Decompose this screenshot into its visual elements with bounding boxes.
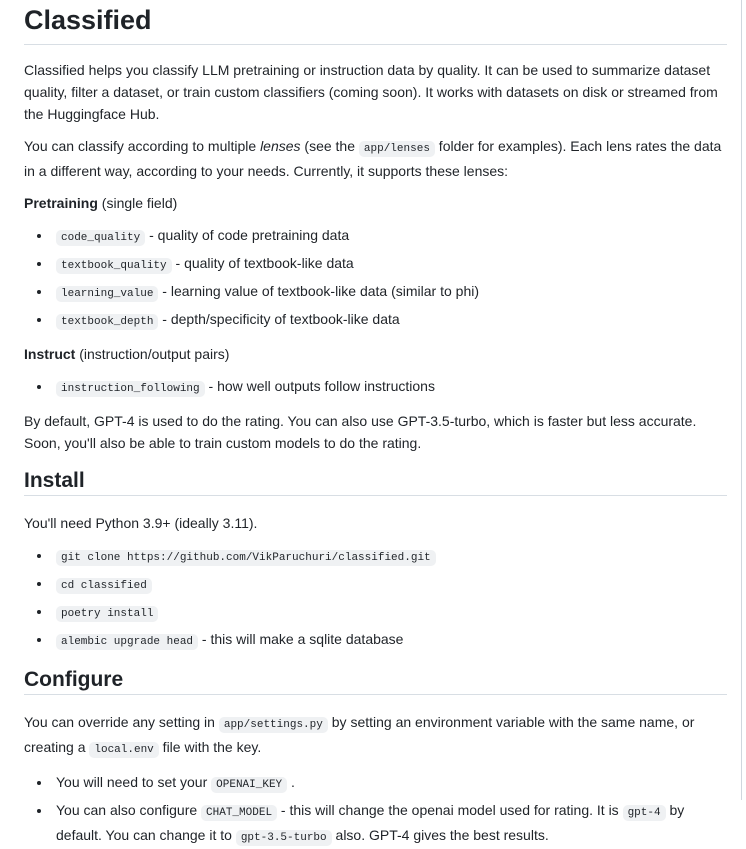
text-run: - quality of code pretraining data [145,227,350,243]
list-item [52,224,727,249]
inline-code: alembic upgrade head [56,634,198,650]
inline-code: textbook_quality [56,258,172,274]
list-item [52,375,727,400]
instruct-label [24,343,727,365]
pretraining-lens-list [24,224,727,333]
text-run: - depth/specificity of textbook-like data [158,311,400,327]
inline-code: gpt-4 [623,805,666,821]
text-run: . [287,774,295,790]
section-heading-install: Install [24,469,727,496]
inline-code: instruction_following [56,381,205,397]
text-run: You will need to set your [56,774,212,790]
inline-code: app/lenses [359,141,435,157]
page-title: Classified [24,4,727,45]
text-run: - this will change the openai model used for rating. It is [277,802,623,818]
list-item [52,799,727,849]
list-item [52,280,727,305]
text-run: Classified helps you classify LLM pretraining or instruction data by quality. It can be used to summarize dataset quality, filter a dataset, or train custom classifiers (coming soon). It works with datasets on disk or streamed from the Huggingface Hub. [24,62,718,122]
pretraining-label [24,192,727,214]
text-run: (see the [300,138,359,154]
inline-code: code_quality [56,230,145,246]
text-run: file with the key. [158,739,262,755]
text-run: You can classify according to multiple [24,138,261,154]
inline-code: textbook_depth [56,314,158,330]
text-run: By default, GPT-4 is used to do the rating. You can also use GPT-3.5-turbo, which is faster but less accurate. Soon, you'll also be able to train custom models to do the rating. [24,413,697,451]
text-run: folder for examples). Each lens rates the data in a different way, according to your needs. Currently, it supports these lenses: [24,138,722,179]
instruct-lens-list [24,375,727,400]
inline-code: git clone https://github.com/VikParuchuri/classified.git [56,550,436,566]
list-item [52,600,727,625]
lenses-paragraph [24,135,727,182]
list-item [52,771,727,796]
inline-code: CHAT_MODEL [201,805,277,821]
list-item [52,628,727,653]
text-run: You can override any setting in [24,714,219,730]
inline-code: OPENAI_KEY [211,777,287,793]
section-heading-configure: Configure [24,668,727,695]
text-run: (instruction/output pairs) [75,346,230,362]
inline-code: cd classified [56,578,152,594]
list-item [52,572,727,597]
configure-overview [24,711,727,761]
intro-paragraph [24,59,727,125]
text-run: - this will make a sqlite database [198,631,404,647]
text-run: You can also configure [56,802,202,818]
text-run: Instruct [24,346,76,362]
inline-code: gpt-3.5-turbo [236,830,332,846]
inline-code: local.env [89,742,158,758]
text-run: (single field) [97,195,178,211]
list-item [52,252,727,277]
text-run: - learning value of textbook-like data (similar to phi) [158,283,480,299]
text-run: also. GPT-4 gives the best results. [331,827,549,843]
models-note [24,410,727,454]
text-run: Pretraining [24,195,98,211]
list-item [52,308,727,333]
list-item [52,544,727,569]
install-steps-list [24,544,727,653]
readme-content [24,4,727,849]
text-run: by default. You can change it to [56,802,685,843]
python-requirement [24,512,727,534]
text-run: You'll need Python 3.9+ (ideally 3.11). [24,515,258,531]
text-run: lenses [260,138,301,154]
text-run: by setting an environment variable with the same name, or creating a [24,714,695,755]
text-run: - quality of textbook-like data [171,255,354,271]
inline-code: poetry install [56,606,158,622]
configure-settings-list [24,771,727,849]
inline-code: learning_value [56,286,158,302]
inline-code: app/settings.py [219,717,328,733]
text-run: - how well outputs follow instructions [204,378,435,394]
